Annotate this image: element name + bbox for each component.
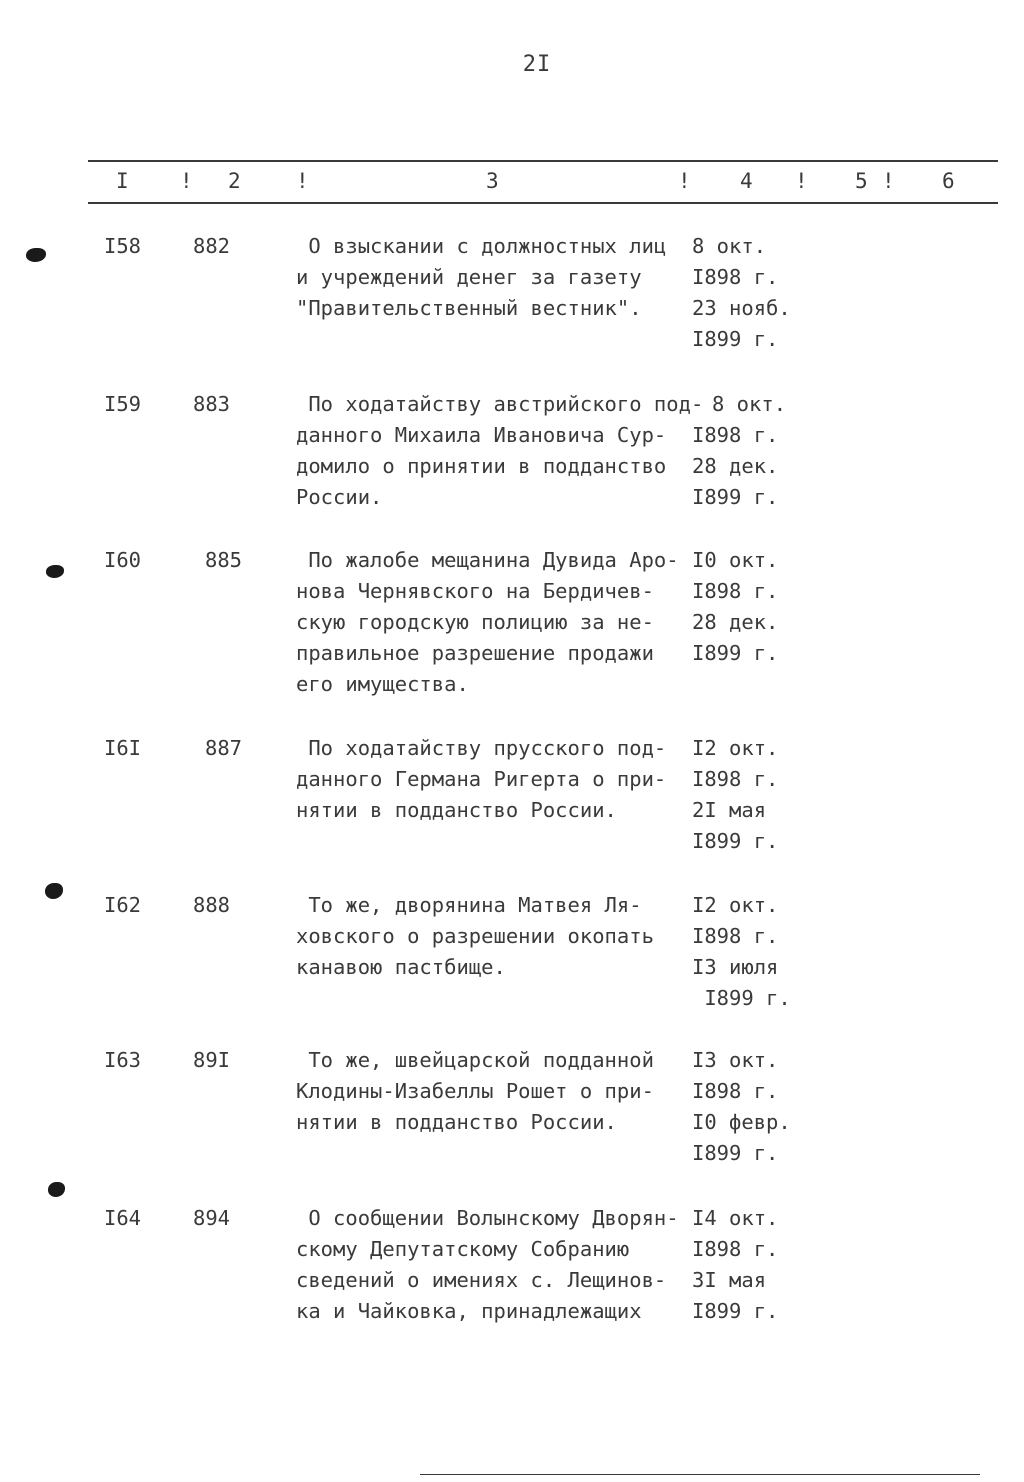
entry-number: I59 (104, 392, 142, 416)
title-line: правильное разрешение продажи (296, 641, 654, 665)
header-separator: ! (296, 169, 309, 193)
title-line: То же, швейцарской подданной (296, 1048, 654, 1072)
date-line: 3I мая (692, 1268, 767, 1292)
page-bottom-rule (420, 1474, 980, 1475)
date-line: I0 февр. (692, 1110, 791, 1134)
date-line: 28 дек. (692, 454, 779, 478)
title-line: данного Михаила Ивановича Сур- (296, 423, 667, 447)
binding-hole-mark (45, 883, 63, 899)
header-col-4: 4 (740, 169, 753, 193)
title-line: ховского о разрешении окопать (296, 924, 654, 948)
entry-number: I62 (104, 893, 142, 917)
entry-dates (692, 1203, 812, 1327)
date-line: 2I мая (692, 798, 767, 822)
date-line: I899 г. (692, 1141, 779, 1165)
date-line: I899 г. (692, 1299, 779, 1323)
date-line: I3 окт. (692, 1048, 779, 1072)
entry-dates (692, 1045, 812, 1169)
date-line: I899 г. (692, 986, 791, 1010)
title-line: "Правительственный вестник". (296, 296, 642, 320)
file-number: 89I (193, 1048, 231, 1072)
title-line: нова Чернявского на Бердичев- (296, 579, 654, 603)
date-line: 23 нояб. (692, 296, 791, 320)
entry-title (296, 231, 688, 324)
title-line: ка и Чайковка, принадлежащих (296, 1299, 642, 1323)
title-line: его имущества. (296, 672, 469, 696)
page-number: 2I (522, 52, 552, 77)
date-line: 28 дек. (692, 610, 779, 634)
entry-dates (692, 231, 812, 355)
header-separator: ! (180, 169, 193, 193)
entry-title (296, 389, 704, 513)
entry-dates (692, 890, 812, 1014)
entry-title (296, 890, 688, 983)
title-line: О взыскании с должностных лиц (296, 234, 667, 258)
table-header-rule (88, 202, 998, 204)
binding-hole-mark (26, 248, 46, 262)
title-line: О сообщении Волынскому Дворян- (296, 1206, 679, 1230)
entry-dates (692, 545, 812, 669)
entry-title (296, 1045, 688, 1138)
date-line: I898 г. (692, 423, 779, 447)
entry-number: I6I (104, 736, 142, 760)
header-separator: ! (678, 169, 691, 193)
entry-dates (692, 733, 812, 857)
table-top-rule (88, 160, 998, 162)
title-line: сведений о имениях с. Лещинов- (296, 1268, 667, 1292)
title-line: По жалобе мещанина Дувида Аро- (296, 548, 679, 572)
date-line: I899 г. (692, 641, 779, 665)
date-line: I898 г. (692, 924, 779, 948)
title-line: нятии в подданство России. (296, 1110, 617, 1134)
entry-dates (692, 420, 812, 513)
title-line: По ходатайству прусского под- (296, 736, 667, 760)
entry-title (296, 545, 688, 700)
title-line: скую городскую полицию за не- (296, 610, 654, 634)
binding-hole-mark (48, 1182, 65, 1197)
date-line: I2 окт. (692, 736, 779, 760)
date-line: I899 г. (692, 485, 779, 509)
date-line: I899 г. (692, 829, 779, 853)
title-line: России. (296, 485, 383, 509)
title-line: домило о принятии в подданство (296, 454, 667, 478)
date-line: I899 г. (692, 327, 779, 351)
title-line: Клодины-Изабеллы Рошет о при- (296, 1079, 654, 1103)
header-col-3: 3 (486, 169, 499, 193)
date-line: I2 окт. (692, 893, 779, 917)
file-number: 894 (193, 1206, 231, 1230)
date-line: I4 окт. (692, 1206, 779, 1230)
header-separator: ! (795, 169, 808, 193)
title-line: скому Депутатскому Собранию (296, 1237, 630, 1261)
date-line: I898 г. (692, 1237, 779, 1261)
date-line: I898 г. (692, 265, 779, 289)
entry-title (296, 733, 688, 826)
file-number: 888 (193, 893, 231, 917)
binding-hole-mark (46, 565, 64, 578)
file-number: 883 (193, 392, 231, 416)
header-col-6: 6 (942, 169, 955, 193)
header-col-1: I (116, 169, 129, 193)
header-col-2: 2 (228, 169, 241, 193)
date-line: I3 июля (692, 955, 779, 979)
date-line: I898 г. (692, 579, 779, 603)
title-line: данного Германа Ригерта о при- (296, 767, 667, 791)
entry-number: I64 (104, 1206, 142, 1230)
title-line: нятии в подданство России. (296, 798, 617, 822)
date-line: I0 окт. (692, 548, 779, 572)
entry-number: I58 (104, 234, 142, 258)
entry-title (296, 1203, 688, 1327)
title-line: канавою пастбище. (296, 955, 506, 979)
title-line: и учреждений денег за газету (296, 265, 642, 289)
date-line: 8 окт. (692, 234, 767, 258)
entry-number: I60 (104, 548, 142, 572)
file-number: 882 (193, 234, 231, 258)
entry-number: I63 (104, 1048, 142, 1072)
header-col-5: 5 (855, 169, 868, 193)
header-separator: ! (882, 169, 895, 193)
file-number: 885 (205, 548, 243, 572)
file-number: 887 (205, 736, 243, 760)
entry-dates (712, 389, 832, 420)
date-line: 8 окт. (712, 392, 787, 416)
title-line: По ходатайству австрийского под- (296, 392, 704, 416)
title-line: То же, дворянина Матвея Ля- (296, 893, 642, 917)
date-line: I898 г. (692, 1079, 779, 1103)
date-line: I898 г. (692, 767, 779, 791)
